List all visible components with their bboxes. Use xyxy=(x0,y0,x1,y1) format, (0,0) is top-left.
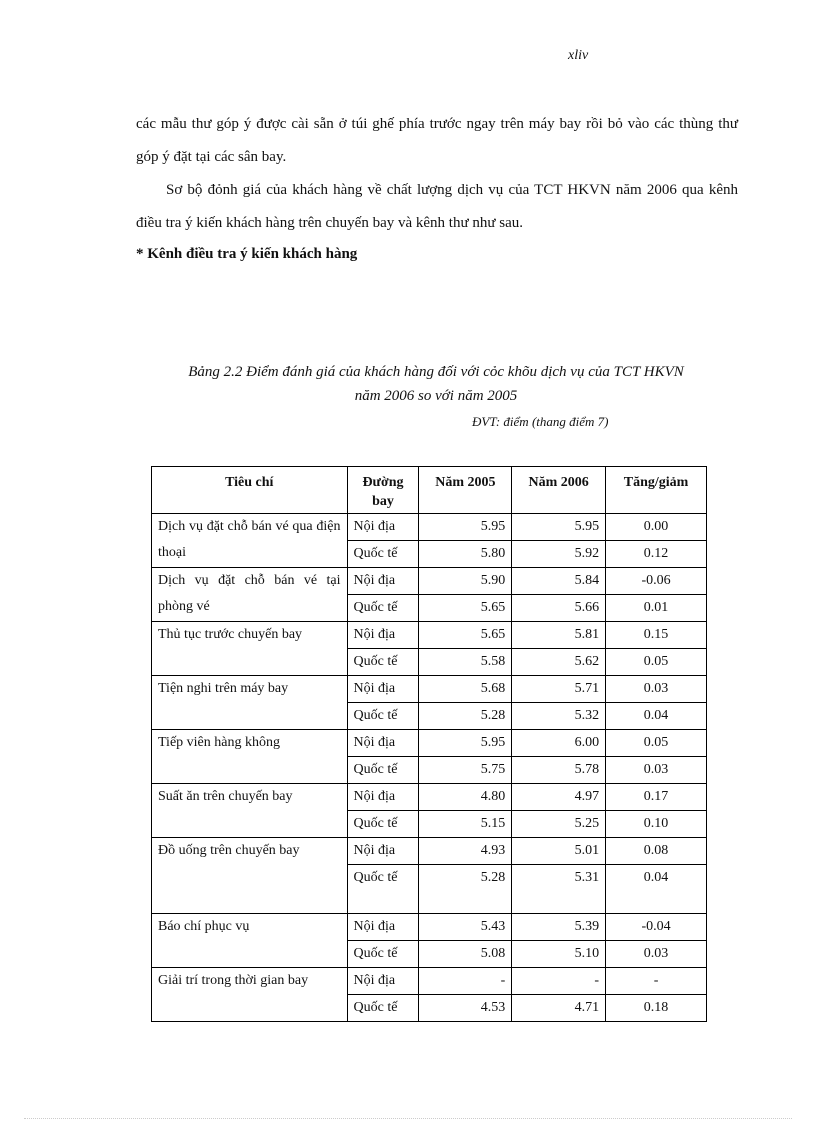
table-row xyxy=(152,838,707,865)
criterion-cell: Tiếp viên hàng không xyxy=(152,730,348,784)
value-2006-cell: 5.71 xyxy=(512,676,606,703)
table-unit: ĐVT: điểm (thang điểm 7) xyxy=(472,414,609,429)
value-2006-cell: 5.92 xyxy=(512,541,606,568)
page-footer-divider xyxy=(24,1118,792,1119)
value-2005-cell: 4.53 xyxy=(419,995,512,1022)
page-number: xliv xyxy=(568,48,589,63)
header-2005: Năm 2005 xyxy=(419,467,512,514)
route-cell: Quốc tế xyxy=(347,865,419,914)
route-cell: Nội địa xyxy=(347,784,419,811)
criterion-cell: Giải trí trong thời gian bay xyxy=(152,968,348,1022)
route-cell: Quốc tế xyxy=(347,995,419,1022)
value-2006-cell: 5.66 xyxy=(512,595,606,622)
value-2006-cell: 5.31 xyxy=(512,865,606,914)
value-2006-cell: 6.00 xyxy=(512,730,606,757)
route-cell: Nội địa xyxy=(347,568,419,595)
table-row xyxy=(152,968,707,995)
paragraph-1: các mẫu thư góp ý được cài sẵn ở túi ghế phía trước ngay trên máy bay rồi bỏ vào các thùng thư góp ý đặt tại các sân bay. xyxy=(136,116,738,165)
change-cell: -0.04 xyxy=(606,914,707,941)
value-2005-cell: 4.93 xyxy=(419,838,512,865)
value-2005-cell: 5.95 xyxy=(419,730,512,757)
change-cell: 0.10 xyxy=(606,811,707,838)
change-cell: -0.06 xyxy=(606,568,707,595)
route-cell: Nội địa xyxy=(347,514,419,541)
table-row xyxy=(152,568,707,595)
change-cell: 0.01 xyxy=(606,595,707,622)
table-header-row xyxy=(152,467,707,514)
table-caption-line1: Bảng 2.2 Điểm đánh giá của khách hàng đối với cỏc khõu dịch vụ của TCT HKVN xyxy=(188,364,684,380)
criterion-cell: Thủ tục trước chuyến bay xyxy=(152,622,348,676)
criterion-cell: Suất ăn trên chuyến bay xyxy=(152,784,348,838)
table-row xyxy=(152,784,707,811)
criterion-cell: Dịch vụ đặt chỗ bán vé qua điện thoại xyxy=(152,514,348,568)
route-cell: Quốc tế xyxy=(347,811,419,838)
table-row xyxy=(152,676,707,703)
criterion-cell: Tiện nghi trên máy bay xyxy=(152,676,348,730)
value-2005-cell: 5.68 xyxy=(419,676,512,703)
change-cell: 0.03 xyxy=(606,757,707,784)
value-2005-cell: 5.80 xyxy=(419,541,512,568)
route-cell: Quốc tế xyxy=(347,649,419,676)
value-2006-cell: - xyxy=(512,968,606,995)
value-2005-cell: 5.65 xyxy=(419,595,512,622)
value-2006-cell: 5.62 xyxy=(512,649,606,676)
route-cell: Nội địa xyxy=(347,914,419,941)
value-2006-cell: 4.97 xyxy=(512,784,606,811)
route-cell: Nội địa xyxy=(347,730,419,757)
value-2006-cell: 5.32 xyxy=(512,703,606,730)
change-cell: 0.00 xyxy=(606,514,707,541)
section-heading: * Kênh điều tra ý kiến khách hàng xyxy=(136,246,358,262)
criterion-cell: Đồ uống trên chuyến bay xyxy=(152,838,348,914)
table-caption xyxy=(120,360,752,408)
route-cell: Quốc tế xyxy=(347,595,419,622)
table-row xyxy=(152,730,707,757)
change-cell: 0.03 xyxy=(606,676,707,703)
change-cell: 0.04 xyxy=(606,865,707,914)
value-2006-cell: 5.25 xyxy=(512,811,606,838)
header-criterion: Tiêu chí xyxy=(152,467,348,514)
value-2005-cell: 5.08 xyxy=(419,941,512,968)
value-2006-cell: 5.01 xyxy=(512,838,606,865)
change-cell: 0.03 xyxy=(606,941,707,968)
value-2005-cell: 5.58 xyxy=(419,649,512,676)
table-row xyxy=(152,514,707,541)
value-2006-cell: 5.84 xyxy=(512,568,606,595)
criterion-cell: Dịch vụ đặt chỗ bán vé tại phòng vé xyxy=(152,568,348,622)
table-caption-line2: năm 2006 so với năm 2005 xyxy=(354,388,518,404)
value-2005-cell: 5.28 xyxy=(419,703,512,730)
table-row xyxy=(152,914,707,941)
value-2005-cell: 5.90 xyxy=(419,568,512,595)
value-2005-cell: 5.95 xyxy=(419,514,512,541)
header-route: Đường bay xyxy=(347,467,419,514)
change-cell: 0.18 xyxy=(606,995,707,1022)
change-cell: 0.04 xyxy=(606,703,707,730)
change-cell: 0.15 xyxy=(606,622,707,649)
route-cell: Quốc tế xyxy=(347,941,419,968)
route-cell: Quốc tế xyxy=(347,541,419,568)
header-change: Tăng/giảm xyxy=(606,467,707,514)
header-2006: Năm 2006 xyxy=(512,467,606,514)
evaluation-table xyxy=(151,466,707,1022)
value-2005-cell: - xyxy=(419,968,512,995)
value-2006-cell: 5.81 xyxy=(512,622,606,649)
route-cell: Nội địa xyxy=(347,838,419,865)
value-2006-cell: 5.39 xyxy=(512,914,606,941)
route-cell: Nội địa xyxy=(347,676,419,703)
route-cell: Quốc tế xyxy=(347,703,419,730)
value-2005-cell: 5.65 xyxy=(419,622,512,649)
change-cell: 0.05 xyxy=(606,649,707,676)
route-cell: Nội địa xyxy=(347,622,419,649)
value-2005-cell: 4.80 xyxy=(419,784,512,811)
value-2006-cell: 5.10 xyxy=(512,941,606,968)
value-2005-cell: 5.15 xyxy=(419,811,512,838)
route-cell: Nội địa xyxy=(347,968,419,995)
value-2006-cell: 5.95 xyxy=(512,514,606,541)
table-row xyxy=(152,622,707,649)
value-2005-cell: 5.75 xyxy=(419,757,512,784)
change-cell: 0.12 xyxy=(606,541,707,568)
value-2005-cell: 5.28 xyxy=(419,865,512,914)
route-cell: Quốc tế xyxy=(347,757,419,784)
change-cell: 0.17 xyxy=(606,784,707,811)
value-2005-cell: 5.43 xyxy=(419,914,512,941)
criterion-cell: Báo chí phục vụ xyxy=(152,914,348,968)
change-cell: - xyxy=(606,968,707,995)
change-cell: 0.08 xyxy=(606,838,707,865)
value-2006-cell: 5.78 xyxy=(512,757,606,784)
change-cell: 0.05 xyxy=(606,730,707,757)
paragraph-2: Sơ bộ đỏnh giá của khách hàng về chất lượng dịch vụ của TCT HKVN năm 2006 qua kênh điều tra ý kiến khách hàng trên chuyến bay và kênh thư như sau. xyxy=(136,182,738,231)
value-2006-cell: 4.71 xyxy=(512,995,606,1022)
